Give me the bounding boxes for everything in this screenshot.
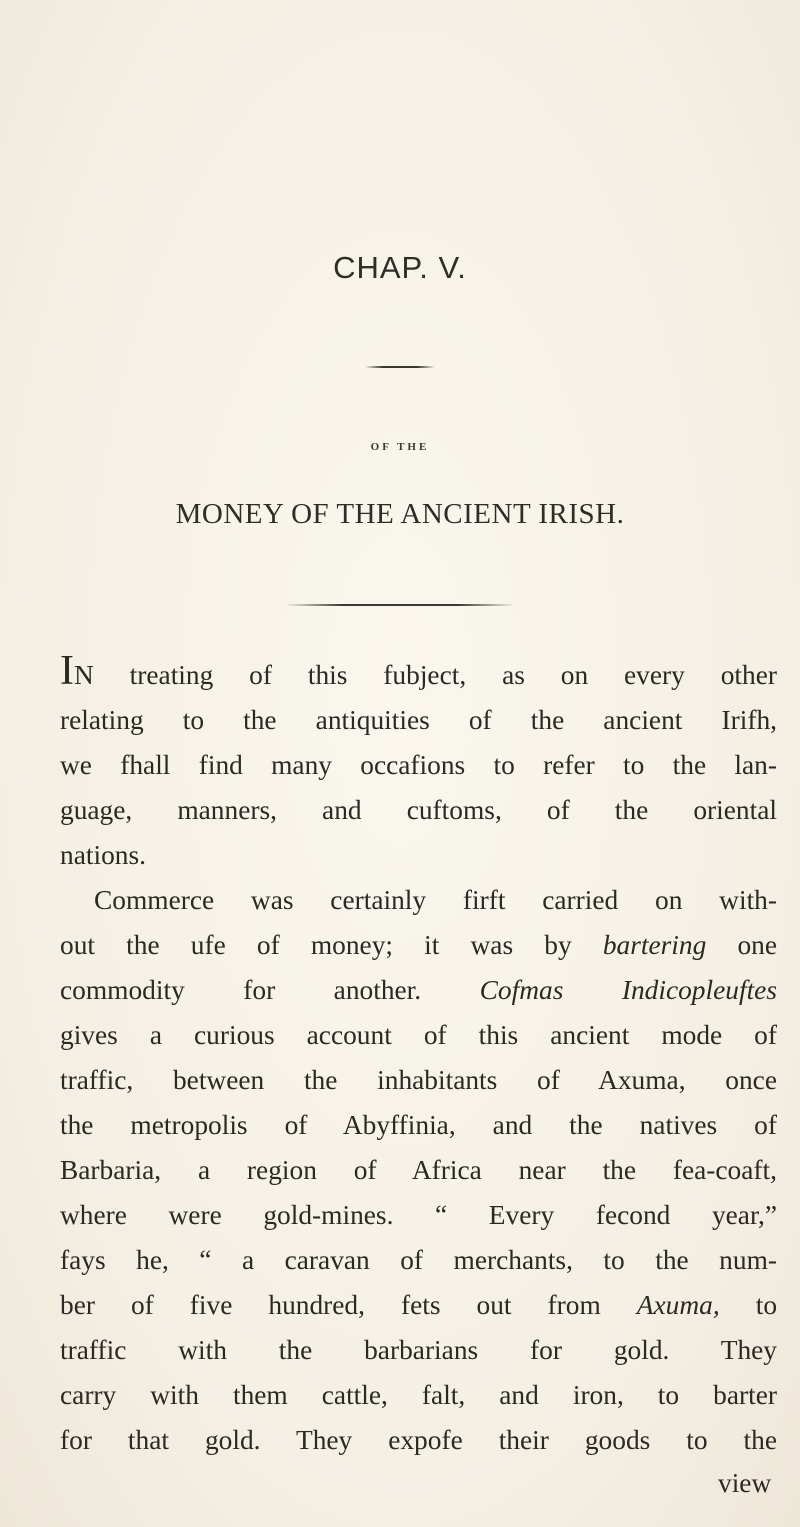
text-line: commodity for another. Cofmas Indicopleuftes xyxy=(60,975,778,1005)
drop-cap-rest: N xyxy=(74,660,94,690)
text-line: carry with them cattle, falt, and iron, to barter xyxy=(60,1380,777,1410)
text-line: for that gold. They expofe their goods to the xyxy=(60,1425,777,1455)
first-line-text: treating of this fubject, as on every other xyxy=(93,660,777,690)
text-line: relating to the antiquities of the ancient Irifh, xyxy=(60,705,777,735)
text-line: out the ufe of money; it was by bartering one xyxy=(60,930,777,960)
text-line: traffic with the barbarians for gold. They xyxy=(60,1335,777,1365)
text-line: the metropolis of Abyffinia, and the natives of xyxy=(60,1110,777,1140)
text-line: traffic, between the inhabitants of Axuma, once xyxy=(60,1065,777,1095)
body-text xyxy=(60,648,778,1463)
text-line: fays he, “ a caravan of merchants, to the num- xyxy=(60,1245,777,1275)
catchword: view xyxy=(718,1468,772,1498)
text-line: guage, manners, and cuftoms, of the oriental xyxy=(60,795,777,825)
text-line-first xyxy=(60,648,777,698)
subtitle-of-the: OF THE xyxy=(370,441,430,453)
ornamental-rule-bottom xyxy=(285,604,515,606)
text-line: where were gold-mines. “ Every fecond year,” xyxy=(60,1200,777,1230)
text-line: we fhall find many occafions to refer to the lan- xyxy=(60,750,777,780)
text-line: Commerce was certainly firft carried on with- xyxy=(94,885,777,915)
text-line: Barbaria, a region of Africa near the fea-coaft, xyxy=(60,1155,777,1185)
drop-cap: I xyxy=(60,648,74,694)
text-line: nations. xyxy=(60,840,146,870)
ornamental-rule-top xyxy=(365,366,435,368)
text-line: ber of five hundred, fets out from Axuma, to xyxy=(60,1290,778,1320)
chapter-title: MONEY OF THE ANCIENT IRISH. xyxy=(175,498,625,530)
chapter-heading: CHAP. V. xyxy=(333,250,467,285)
text-line: gives a curious account of this ancient mode of xyxy=(60,1020,777,1050)
